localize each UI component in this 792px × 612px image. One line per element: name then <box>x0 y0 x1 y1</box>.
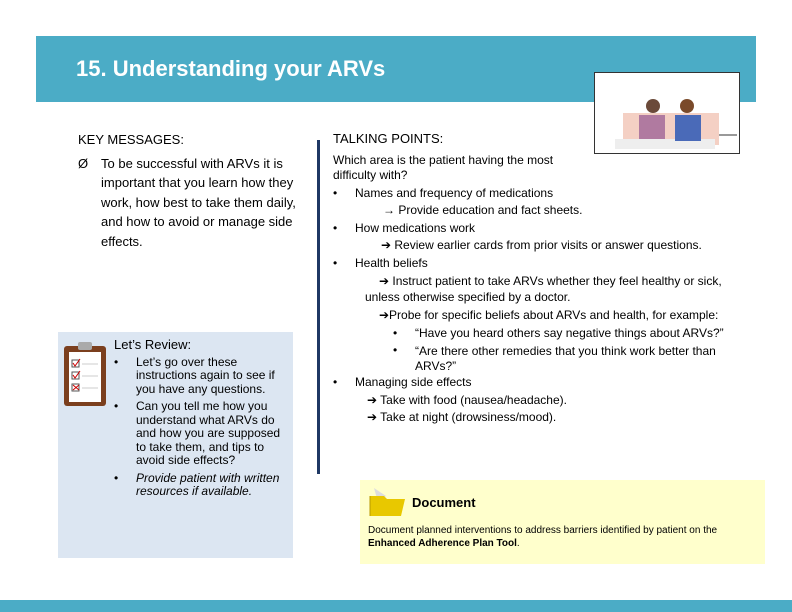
talking-points-heading: TALKING POINTS: <box>333 131 444 146</box>
action-text: ➔ Instruct patient to take ARVs whether they feel healthy or sick, unless otherwise specified by a doctor. <box>365 274 722 304</box>
column-divider <box>317 140 320 474</box>
document-text: Document planned interventions to address barriers identified by patient on the Enhanced Adherence Plan Tool. <box>368 525 718 549</box>
action-text: → Provide education and fact sheets. <box>383 203 583 217</box>
arrow-bullet-icon: Ø <box>78 155 89 171</box>
key-messages-heading: KEY MESSAGES: <box>78 132 184 147</box>
footer-bar <box>0 600 792 612</box>
page-title: 15. Understanding your ARVs <box>76 56 386 81</box>
list-item: • Managing side effects <box>333 375 472 389</box>
sub-question: • “Have you heard others say negative things about ARVs?” <box>393 325 724 340</box>
review-heading: Let’s Review: <box>114 337 192 352</box>
action-text: ➔Probe for specific beliefs about ARVs and health, for example: <box>379 308 719 322</box>
list-item: • Health beliefs <box>333 255 428 270</box>
list-item: • Names and frequency of medications <box>333 185 554 200</box>
review-item: • Let’s go over these instructions again to see if you have any questions. <box>114 354 275 396</box>
lets-review-box <box>58 332 293 558</box>
sub-question: • “Are there other remedies that you think work better than ARVs?” <box>393 343 716 373</box>
action-text: ➔ Take at night (drowsiness/mood). <box>367 410 557 424</box>
document-box <box>360 480 765 564</box>
talking-points <box>333 130 743 427</box>
key-message-item: Ø To be successful with ARVs it is important that you learn how they work, how best to take them daily, and how to avoid or manage side effects. <box>78 154 303 252</box>
clipboard-icon <box>64 342 108 408</box>
document-title: Document <box>412 495 476 510</box>
list-item: • How medications work <box>333 220 476 235</box>
review-item: • Can you tell me how you understand what ARVs do and how you are supposed to take them, and tips to avoid side effects? <box>114 399 281 467</box>
action-text: ➔ Review earlier cards from prior visits or answer questions. <box>381 238 702 252</box>
review-item: • Provide patient with written resources if available. <box>114 470 280 498</box>
talking-points-intro: Which area is the patient having the most difficulty with? <box>333 152 554 182</box>
action-text: ➔ Take with food (nausea/headache). <box>367 392 567 407</box>
folder-icon <box>368 486 408 518</box>
key-messages <box>78 130 303 251</box>
tool-name: Enhanced Adherence Plan Tool <box>368 537 517 549</box>
